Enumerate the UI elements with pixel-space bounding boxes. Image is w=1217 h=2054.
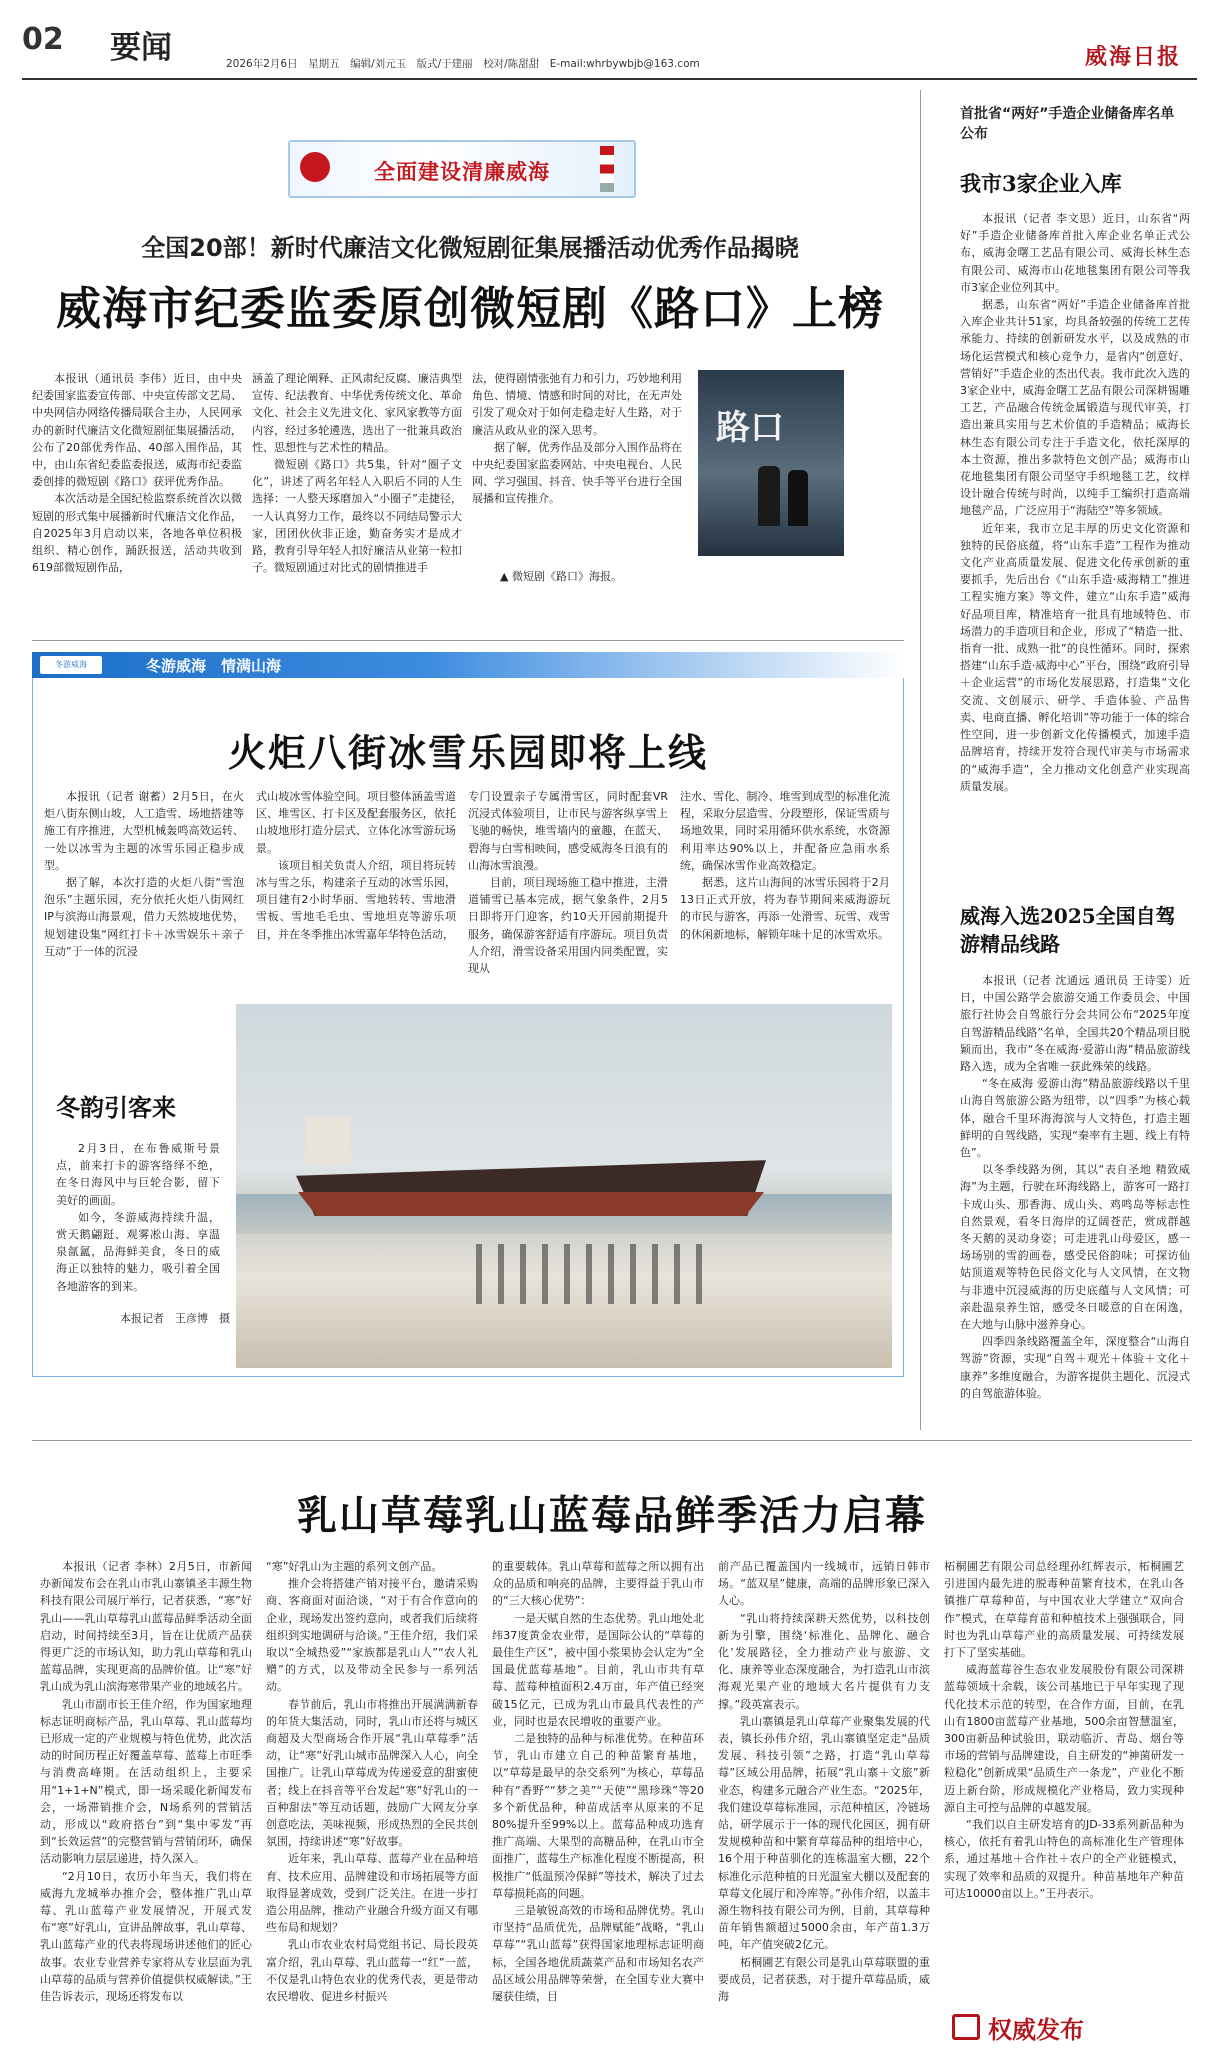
paragraph: 的重要载体。乳山草莓和蓝莓之所以拥有出众的品质和响亮的品牌，主要得益于乳山市的“三大核心优势”： — [492, 1560, 704, 1608]
paragraph: 以冬季线路为例，其以“表自圣地 精致威海”为主题，行驶在环海线路上，游客可一路打卡成山头、那香海、成山头、鸡鸣岛等标志性自然景观，看冬日海岸的辽阔苍茫，赏成群越冬天鹅的灵动身姿；可走进乳山母爱区，感一场场别的雪韵画卷，感受民俗韵味；可探访仙姑顶道观等特色民俗文化与人文风情，在文物与非遗中沉浸威海的历史底蕴与人文风情；可亲赴温泉养生馆，感受冬日暖意的自在闲逸，在大地与山脉中滋养身心。 — [960, 1163, 1190, 1332]
paragraph: “2月10日，农历小年当天，我们将在威海九龙城举办推介会，整体推广乳山草莓、乳山蓝莓产业发展情况，开展式发布“寒”好乳山，宣讲品牌故事，乳山草莓、乳山蓝莓产业的代表将现场讲述他们的匠心故事。农业专业营养专家将从专业层面为乳山草莓的品质与营养价值提供权威解读。”王佳告诉表示，现场还将发布以 — [40, 1869, 252, 2004]
section-name: 要闻 — [110, 30, 172, 66]
paragraph: 柘桐圃艺有限公司总经理孙红辉表示，柘桐圃艺引进国内最先进的脱毒种苗繁育技术，在乳山各镇推广草莓种苗，与中国农业大学建立“双向合作”模式，在草莓育苗和种植技术上强强联合，同时也为乳山草莓产业的高质量发展、可持续发展打下了坚实基础。 — [944, 1560, 1184, 1660]
paragraph: 2月3日，在布鲁威斯号景点，前来打卡的游客络绎不绝，在冬日海风中与巨轮合影，留下美好的画面。 — [56, 1142, 220, 1207]
ice-col-4 — [680, 788, 890, 943]
newspaper-logo: 威海日报 — [1084, 44, 1181, 70]
paragraph: 春节前后，乳山市将推出开展满满新春的年货大集活动，同时，乳山市还将与城区商超及大型商场合作开展“乳山草莓季”活动，让“寒”好乳山城市品牌深入人心，向全国推广。让乳山草莓成为传递爱意的甜蜜使者；线上在抖音等平台发起“寒”好乳山的一百种甜法”等互动话题，鼓励广大网友分享创意吃法，美味视频，形成热烈的全民共创氛围，持续讲述“寒”好故事。 — [266, 1697, 478, 1849]
right-kicker: 首批省“两好”手造企业储备库名单公布 — [960, 106, 1175, 142]
straw-col-4 — [718, 1558, 930, 2005]
paragraph: 本报讯（记者 李林）2月5日，市新闻办新闻发布会在乳山市乳山寨镇圣丰源生物科技有限公司展厅举行，记者获悉，“寒”好乳山——乳山草莓乳山蓝莓品鲜季活动全面启动，时间持续至3月，旨在让优质产品获得更广泛的市场认知，助力乳山草莓和乳山蓝莓品牌，实现更高的品牌价值。让“寒”好乳山成为乳山滨海寒带果产业的地域名片。 — [40, 1560, 252, 1694]
ice-headline: 火炬八街冰雪乐园即将上线 — [227, 730, 708, 775]
paragraph: 一是天赋自然的生态优势。乳山地处北纬37度黄金农业带，是国际公认的“草莓的最佳生产区”，被中国小浆果协会认定为“全国最优蓝莓基地”。目前，乳山市共有草莓、蓝莓种植面积2.4万亩，年产值已经突破15亿元，已成为乳山市最具代表性的产业，同时也是农民增收的重要产业。 — [492, 1611, 704, 1728]
paragraph: 本报讯（记者 沈通远 通讯员 王诗雯）近日，中国公路学会旅游交通工作委员会、中国旅行社协会自驾旅行分会共同公布“2025年度自驾游精品线路”名单，全国共20个精品项目脱颖而出，我市“冬在威海·爱游山海”精品旅游线路入选，成为全省唯一获此殊荣的线路。 — [960, 974, 1190, 1074]
ice-side-title: 冬韵引客来 — [56, 1093, 176, 1122]
paragraph: 该项目相关负责人介绍，项目将玩转冰与雪之乐，构建亲子互动的冰雪乐园，项目建有2小时华丽、雪地转转、雪地滑雪板、雪地毛毛虫、雪地坦克等游乐项目，并在冬季推出冰雪嘉年华特色活动， — [256, 858, 456, 941]
paragraph: 据悉，这片山海间的冰雪乐园将于2月13日正式开放，将为春节期间来威海游玩的市民与游客，再添一处滑雪、玩雪、戏雪的休闲新地标，解锁年味十足的冰雪欢乐。 — [680, 876, 890, 941]
right-article-1 — [960, 210, 1190, 795]
right-title: 我市3家企业入库 — [960, 171, 1122, 196]
lead-col-3 — [472, 370, 682, 508]
paragraph: 据了解，优秀作品及部分入围作品将在中央纪委国家监委网站、中央电视台、人民网、学习强国、抖音、快手等平台进行全国展播和宣传推介。 — [472, 440, 682, 506]
paragraph: 据悉，山东省“两好”手造企业储备库首批入库企业共计51家，均具备较强的传统工艺传承能力、持续的创新研发水平，以及成熟的市场化运营模式和核心竞争力，是省内“创意好、营销好”手造企业的杰出代表。我市此次入选的3家企业中，威海金曙工艺品有限公司深耕锡雕工艺，产品融合传统金属锻造与现代审美，打造出兼具实用与艺术价值的手造精品；威海长林生态有限公司专注于手造文化，依托深厚的本土资源，推出多款特色文创产品；威海市山花地毯集团有限公司坚守手织地毯工艺，纹样设计融合传统与时尚，以纯手工编织打造高端地毯产品，广泛应用于“海陆空”等多领域。 — [960, 298, 1190, 518]
paragraph: “寒”好乳山为主题的系列文创产品。 — [266, 1560, 443, 1573]
right-title-2: 威海入选2025全国自驾游精品线路 — [960, 904, 1176, 956]
drama-poster — [698, 370, 844, 556]
ship-photo — [236, 1004, 892, 1368]
paragraph: 柘桐圃艺有限公司是乳山草莓联盟的重要成员，记者获悉，对于提升草莓品质，威海 — [718, 1955, 930, 2004]
ice-col-3 — [468, 788, 668, 977]
paragraph: 乳山市副市长王佳介绍，作为国家地理标志证明商标产品，乳山草莓、乳山蓝莓均已形成一定的产业规模与特色优势，此次活动的时间历程正好覆盖草莓、蓝莓上市旺季与消费高峰期。在活动组织上，主要采用“1+1+N”模式，即一场采暖化新闻发布会，一场滞销推介会，N场系列的营销活动，形成以“政府搭台”到“集中零发”再到“长效运营”的完整营销与营销闭环，确保活动影响力层层递进，持久深入。 — [40, 1697, 252, 1866]
paragraph: 乳山寨镇是乳山草莓产业聚集发展的代表，镇长孙伟介绍，乳山寨镇坚定走“品质发展、科技引领”之路，打造“乳山草莓莓”区域公用品牌，拓展“乳山寨＋文旅”新业态，构建多元融合产业生态。“2025年，我们建设草莓标准园，示范种植区，冷链场站，研学展示于一体的现代化园区，拥有研发规模种苗和中繁育草莓品种的组培中心，16个用于种苗驯化的连栋温室大棚，22个标准化示范种植的日光温室大棚以及配套的草莓文化展厅和冷库等。”孙伟介绍，以盖丰源生物科技有限公司为例，目前，其草莓种苗年销售额超过5000余亩，年产苗1.3万吨，年产值突破2亿元。 — [718, 1714, 930, 1952]
paragraph: 本报讯（记者 李文思）近日，山东省“两好”手造企业储备库首批入库企业名单正式公布，威海金曙工艺品有限公司、威海长林生态有限公司、威海市山花地毯集团有限公司等我市3家企业位列其中。 — [960, 212, 1190, 294]
straw-col-2 — [266, 1558, 478, 2005]
poster-figure — [758, 466, 780, 526]
paragraph: 法，使得剧情张弛有力和引力，巧妙地利用角色、情境、情感和时间的对比，在无声处引发了观众对于如何走稳走好人生路，对于廉洁从政从业的深入思考。 — [472, 372, 682, 437]
paragraph: 威海蓝莓谷生态农业发展股份有限公司深耕蓝莓领域十余载，该公司基地已于早年实现了现代化技术示范的转型，在合作方面，目前，在乳山有1800亩蓝莓产业基地，500余亩智慧温室，300亩新品种试验田，联动临沂、青岛、烟台等市场的营销与品牌建设，自主研发的“神菌研发一粒稳化”创新成果“品质生产一条龙”，产业化不断迈上新台阶，形成规模化产业格局，致力实现种源自主可控与品牌的卓越发展。 — [944, 1663, 1184, 1814]
straw-col-1 — [40, 1558, 252, 2005]
paragraph: “乳山将持续深耕天然优势，以科技创新为引擎，围绕‘标准化、品牌化、融合化’发展路径，全力推动产业与旅游、文化、康养等业态深度融合，为打造乳山市滨海观光果产业的地域大名片提供有力支撑。”段英富表示。 — [718, 1611, 930, 1711]
paragraph: 推介会将搭建产销对接平台，邀请采购商、客商面对面洽谈，“对于有合作意向的企业，现场发出签约意向，或者我们后续将组织到实地调研与洽谈。”王佳介绍，我们采取以“全城热爱”“家族都是乳山人”“农人礼赠”的方式，以及带动全民参与一系列活动。 — [266, 1577, 478, 1694]
ice-col-1 — [44, 788, 244, 960]
paragraph: 近年来，乳山草莓、蓝莓产业在品种培育、技术应用、品牌建设和市场拓展等方面取得显著成效，受到广泛关注。在进一步打造公用品牌，推动产业融合升级方面又有哪些布局和规划？ — [266, 1852, 478, 1935]
poster-figure — [788, 470, 808, 526]
banner — [288, 140, 636, 198]
ship-bridge — [306, 1116, 350, 1166]
page-meta: 2026年2月6日 星期五 编辑/刘元玉 版式/于建丽 校对/陈甜甜 E-mail:whrbywbjb@163.com — [226, 58, 700, 70]
header-rule — [22, 78, 1197, 80]
poster-title: 路口 — [716, 408, 784, 448]
paragraph: 本报讯（通讯员 李伟）近日，由中央纪委国家监委宣传部、中央宣传部文艺局、中央网信办网络传播局联合主办，人民网承办的新时代廉洁文化微短剧征集展播活动，公布了20部优秀作品、40部入围作品，其中，由山东省纪委监委报送，威海市纪委监委创排的微短剧《路口》获评优秀作品。 — [32, 372, 242, 489]
authority-badge: 权威发布 — [988, 2015, 1084, 2044]
straw-col-3 — [492, 1558, 704, 2005]
photo-credit: 本报记者 王彦博 摄 — [120, 1312, 230, 1325]
photo-caption: ▲ 微短剧《路口》海报。 — [500, 570, 622, 583]
paragraph: 涵盖了理论阐释、正风肃纪反腐、廉洁典型宣传、纪法教育、中华优秀传统文化、革命文化、社会主义先进文化、家风家教等方面内容，经过多轮遴选，选出了一批兼具政治性、思想性与艺术性的精品。 — [252, 372, 462, 454]
right-article-2 — [960, 972, 1190, 1402]
paragraph: “冬在威海 爱游山海”精品旅游线路以千里山海自驾旅游公路为纽带，以“四季”为核心载体，融合千里环海海滨与人文特色，打造主题鲜明的自驾线路，实现“秦率有主题、线上有特色”。 — [960, 1077, 1190, 1160]
paragraph: 前产品已覆盖国内一线城市，远销日韩市场。“蓝双星”健康，高端的品牌形象已深入人心。 — [718, 1560, 930, 1608]
paragraph: 目前，项目现场施工稳中推进，主滑道铺雪已基本完成，据气象条件，2月5日即将开门迎客，约10天开园前期提升服务，确保游客舒适有序游玩。项目负责人介绍，滑雪设备采用国内同类配置，实现从 — [468, 876, 668, 976]
ice-section-header — [32, 652, 904, 678]
paragraph: 式山坡冰雪体验空间。项目整体涵盖雪道区、堆雪区、打卡区及配套服务区，依托山坡地形打造分层式、立体化冰雪游玩场景。 — [256, 790, 456, 855]
lead-kicker: 全国20部！新时代廉洁文化微短剧征集展播活动优秀作品揭晓 — [141, 234, 799, 262]
ice-col-2 — [256, 788, 456, 943]
ice-side-text — [56, 1140, 220, 1295]
paragraph: 微短剧《路口》共5集，针对“圈子文化”，讲述了两名年轻人入职后不同的人生选择：一人整天琢磨加入“小圈子”走捷径，一人认真努力工作，最终以不同结局警示大家，团团伙伙非正途，勤奋务实才是成才路，教育引导年轻人扣好廉洁从业第一粒扣子。微短剧通过对比式的剧情推进手 — [252, 458, 462, 575]
paragraph: 如今，冬游威海持续升温，赏天鹅翩跹、观雾凇山海、享温泉氤氲，品海鲜美食，冬日的威海正以独特的魅力，吸引着全国各地游客的到来。 — [56, 1210, 220, 1293]
paragraph: 专门设置亲子专属滑雪区，同时配套VR沉浸式体验项目，让市民与游客纵享雪上飞驰的畅快，堆雪墙内的童趣，在蓝天、碧海与白雪相映间，感受威海冬日浪有的山海冰雪浪漫。 — [468, 790, 668, 872]
paragraph: 四季四条线路覆盖全年，深度整合“山海自驾游”资源，实现“自驾＋观光＋体验＋文化＋康养”多维度融合，为游客提供主题化、沉浸式的自驾旅游体验。 — [960, 1335, 1190, 1400]
section-rule — [32, 1440, 1192, 1441]
lead-col-1 — [32, 370, 242, 576]
paragraph: 本报讯（记者 谢蓄）2月5日，在火炬八街东侧山坡，人工造雪、场地搭建等施工有序推进，大型机械轰鸣高效运转、一处以冰雪为主题的冰雪乐园正稳步成型。 — [44, 790, 244, 872]
paragraph: 二是独特的品种与标准优势。在种苗环节，乳山市建立自己的种苗繁育基地，以“草莓是最早的杂交系列”为核心，草莓品种有“香野”“梦之美”“天使”“黑珍珠”等20多个新优品种，种苗成活率从原来的不足80%提升至99%以上。蓝莓品种成功选育推广高端、大果型的高糖品种，在乳山市全面推广，蓝莓生产标准化程度不断提高，积极推广“低温预冷保鲜”等技术，解决了过去草莓损耗高的问题。 — [492, 1732, 704, 1900]
lead-headline: 威海市纪委监委原创微短剧《路口》上榜 — [55, 282, 884, 335]
paragraph: 三是敏锐高效的市场和品牌优势。乳山市坚持“品质优先，品牌赋能”战略，“乳山草莓”“乳山蓝莓”获得国家地理标志证明商标，全国各地优质蔬菜产品和市场知名农产品区域公用品牌等荣誉，在全国专业大赛中屡获佳绩，目 — [492, 1904, 704, 2004]
paragraph: 乳山市农业农村局党组书记、局长段英富介绍，乳山草莓、乳山蓝莓一“红”一蓝，不仅是乳山特色农业的优秀代表，更是带动农民增收、促进乡村振兴 — [266, 1938, 478, 2004]
straw-headline: 乳山草莓乳山蓝莓品鲜季活力启幕 — [297, 1492, 927, 1539]
lead-col-2 — [252, 370, 462, 576]
paragraph: 据了解，本次打造的火炬八街“雪泡泡乐”主题乐园，充分依托火炬八街网红IP与滨海山海景观，借力天然坡地优势，规划建设集“网红打卡＋冰雪娱乐＋亲子互动”于一体的沉浸 — [44, 876, 244, 958]
paragraph: 注水、雪化、制冷、堆雪到成型的标准化流程，采取分层造雪、分段塑形，保证雪质与场地效果，同时采用循环供水系统，水资源利用率达90%以上，并配备应急雨水系统，确保冰雪作业高效稳定。 — [680, 790, 890, 872]
ship-hull-red — [298, 1192, 764, 1216]
banner-text: 全面建设清廉威海 — [374, 159, 550, 184]
paragraph: “我们以自主研发培育的JD-33系列新品种为核心，依托有着乳山特色的高标准化生产管理体系，通过基地＋合作社＋农户的全产业链模式，实现了效率和品质的双提升。种苗基地年产种苗可达10000亩以上。”王丹表示。 — [944, 1818, 1184, 1900]
page-number: 02 — [22, 22, 64, 57]
paragraph: 近年来，我市立足丰厚的历史文化资源和独特的民俗底蕴，将“山东手造”工程作为推动文化产业高质量发展、促进文化传承创新的重要抓手，先后出台《“山东手造·威海精工”推进工程实施方案》等文件，建立“山东手造”威海好品项目库，精准培育一批具有地域特色、市场潜力的手造项目和企业，形成了“精造一批、指育一批、成熟一批”的良性循环。同时，探索搭建“山东手造·威海中心”平台，围绕“政府引导＋企业运营”的市场化发展思路，打造集“文化交流、文创展示、研学、手造体验、产品售卖、电商直播、孵化培训”等功能于一体的综合性空间，进一步创新文化传播模式，加速手造品牌培育，持续开发符合现代审美与市场需求的“威海手造”，全力推动文化创意产业实现高质量发展。 — [960, 521, 1190, 793]
paragraph: 本次活动是全国纪检监察系统首次以微短剧的形式集中展播新时代廉洁文化作品，自2025年3月启动以来，各地各单位积极组织、精心创作，踊跃报送，活动共收到619部微短剧作品， — [32, 492, 242, 575]
ice-section-title: 冬游威海 情满山海 — [146, 657, 282, 675]
ice-section-logo: 冬游威海 — [40, 656, 102, 674]
column-divider — [920, 90, 921, 1430]
visitors — [476, 1244, 716, 1304]
authority-icon — [952, 2014, 980, 2040]
straw-col-5 — [944, 1558, 1184, 1998]
section-rule — [32, 640, 904, 641]
